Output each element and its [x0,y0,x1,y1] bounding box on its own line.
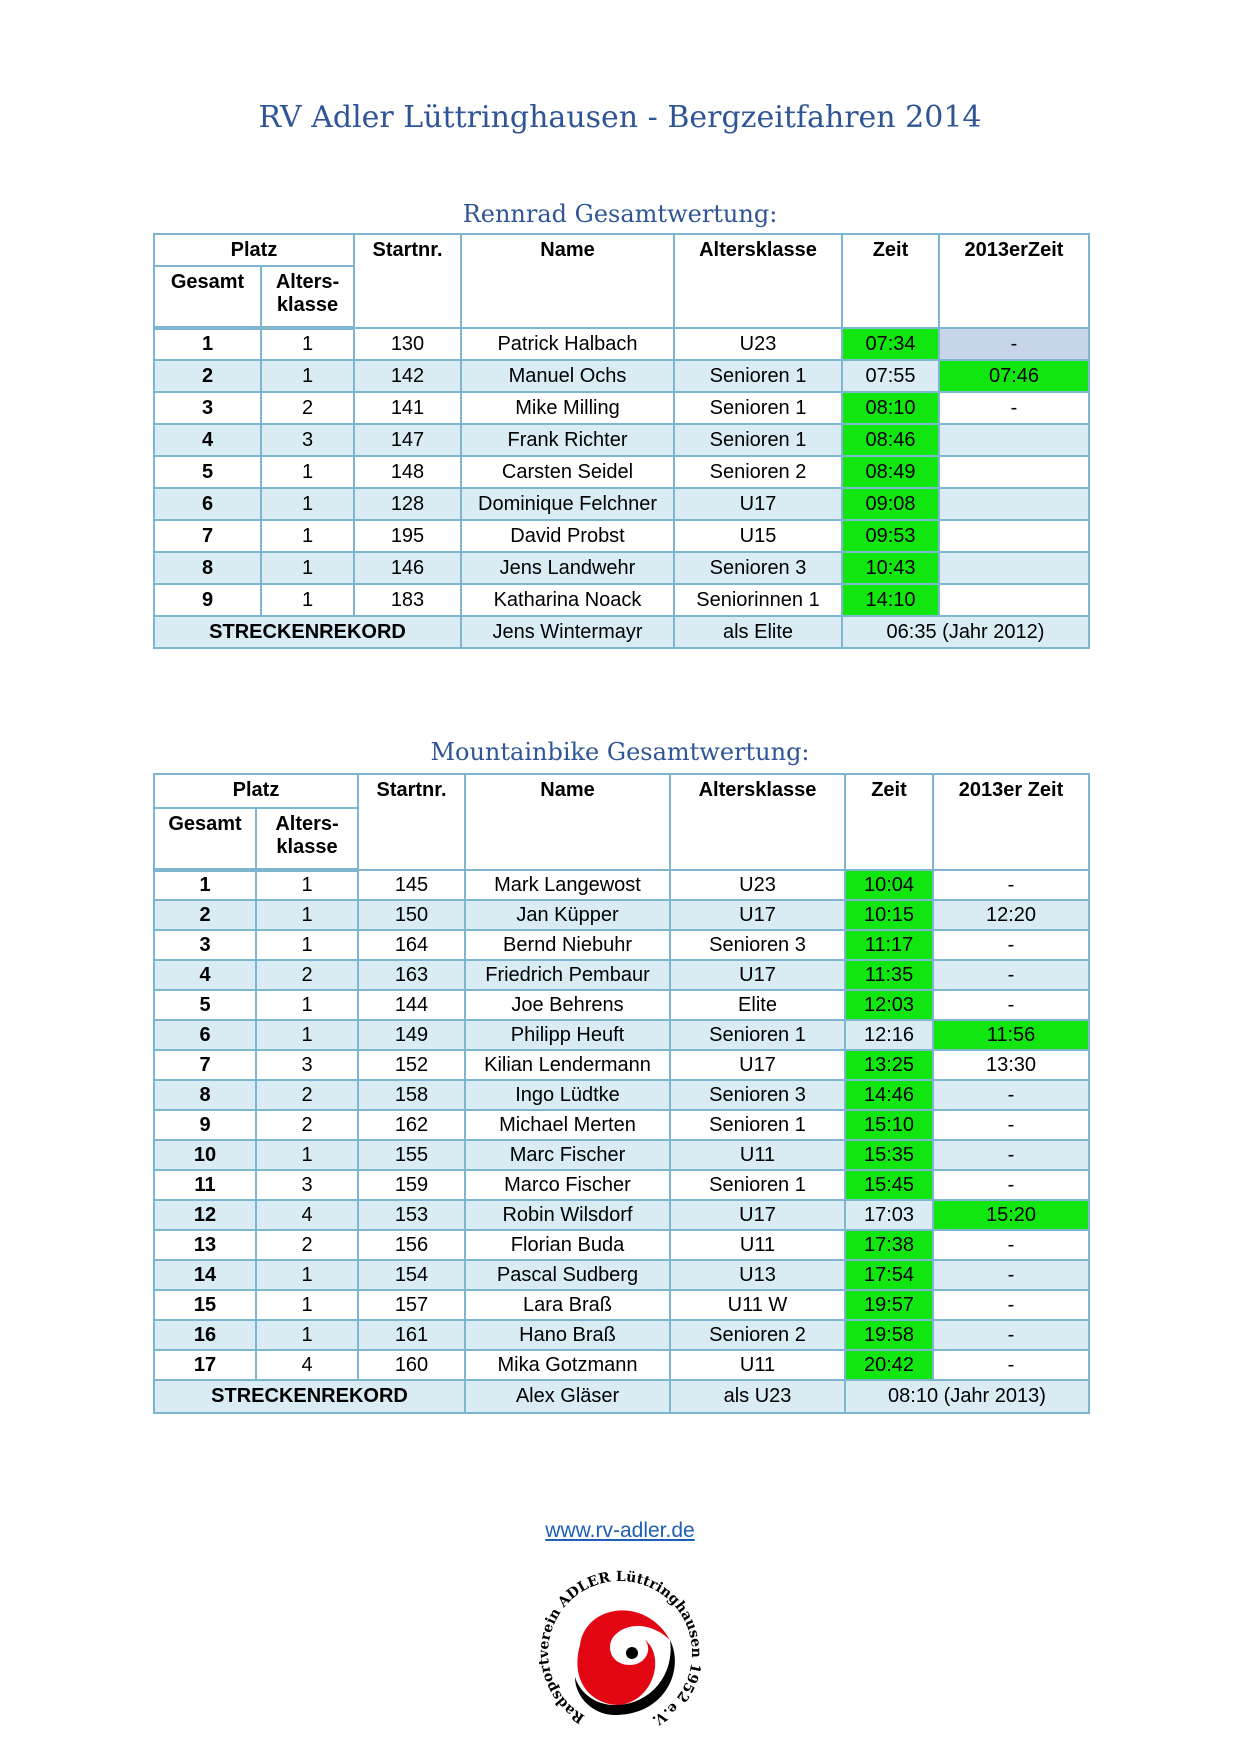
startnr-cell: 157 [358,1290,465,1320]
table-row [154,900,1089,930]
class-rank-cell: 1 [256,930,358,960]
class-rank-cell: 2 [256,1230,358,1260]
prev-zeit-cell: 11:56 [933,1020,1089,1050]
zeit-cell: 12:03 [845,990,933,1020]
zeit-cell: 11:35 [845,960,933,990]
record-klasse: als Elite [674,616,842,648]
rank-cell: 17 [154,1350,256,1380]
name-cell: Lara Braß [465,1290,670,1320]
startnr-cell: 162 [358,1110,465,1140]
header-prev-zeit: 2013erZeit [939,234,1089,328]
zeit-cell: 07:34 [842,328,939,360]
table-row [154,584,1089,616]
altersklasse-cell: U23 [674,328,842,360]
name-cell: Friedrich Pembaur [465,960,670,990]
table-row [154,1110,1089,1140]
table-row [154,328,1089,360]
rennrad-record-row [154,616,1089,648]
name-cell: Marc Fischer [465,1140,670,1170]
zeit-cell: 19:58 [845,1320,933,1350]
class-rank-cell: 4 [256,1350,358,1380]
table-row [154,930,1089,960]
rank-cell: 8 [154,552,261,584]
name-cell: David Probst [461,520,674,552]
prev-zeit-cell: - [933,870,1089,900]
altersklasse-cell: U23 [670,870,845,900]
altersklasse-cell: Senioren 3 [670,1080,845,1110]
prev-zeit-cell: - [933,1140,1089,1170]
zeit-cell: 10:15 [845,900,933,930]
prev-zeit-cell: 07:46 [939,360,1089,392]
zeit-cell: 15:45 [845,1170,933,1200]
prev-zeit-cell: - [939,328,1089,360]
website-link[interactable]: www.rv-adler.de [545,1519,695,1542]
zeit-cell: 14:10 [842,584,939,616]
startnr-cell: 183 [354,584,461,616]
header-platz: Platz [154,774,358,808]
prev-zeit-cell: - [939,392,1089,424]
table-row [154,1050,1089,1080]
rank-cell: 11 [154,1170,256,1200]
startnr-cell: 152 [358,1050,465,1080]
name-cell: Manuel Ochs [461,360,674,392]
table-row [154,1260,1089,1290]
altersklasse-cell: Senioren 2 [674,456,842,488]
rank-cell: 4 [154,424,261,456]
zeit-cell: 07:55 [842,360,939,392]
startnr-cell: 161 [358,1320,465,1350]
header-prev-zeit: 2013er Zeit [933,774,1089,870]
zeit-cell: 13:25 [845,1050,933,1080]
prev-zeit-cell: - [933,1260,1089,1290]
class-rank-cell: 1 [256,1320,358,1350]
table-row [154,1020,1089,1050]
altersklasse-cell: Elite [670,990,845,1020]
startnr-cell: 130 [354,328,461,360]
name-cell: Ingo Lüdtke [465,1080,670,1110]
zeit-cell: 08:46 [842,424,939,456]
header-gesamt: Gesamt [154,808,256,870]
altersklasse-cell: Senioren 1 [670,1110,845,1140]
name-cell: Patrick Halbach [461,328,674,360]
name-cell: Frank Richter [461,424,674,456]
prev-zeit-cell [939,520,1089,552]
zeit-cell: 17:03 [845,1200,933,1230]
record-label: STRECKENREKORD [154,616,461,648]
altersklasse-cell: Senioren 2 [670,1320,845,1350]
prev-zeit-cell: - [933,1290,1089,1320]
name-cell: Michael Merten [465,1110,670,1140]
prev-zeit-cell: - [933,1230,1089,1260]
table-row [154,1140,1089,1170]
class-rank-cell: 1 [261,488,354,520]
name-cell: Kilian Lendermann [465,1050,670,1080]
header-startnr: Startnr. [354,234,461,328]
rank-cell: 2 [154,360,261,392]
name-cell: Mike Milling [461,392,674,424]
altersklasse-cell: U17 [670,1050,845,1080]
prev-zeit-cell: - [933,1320,1089,1350]
altersklasse-cell: U11 [670,1350,845,1380]
prev-zeit-cell: - [933,1170,1089,1200]
class-rank-cell: 1 [261,520,354,552]
class-rank-cell: 1 [256,990,358,1020]
rank-cell: 5 [154,990,256,1020]
rank-cell: 1 [154,328,261,360]
class-rank-cell: 3 [261,424,354,456]
rank-cell: 14 [154,1260,256,1290]
name-cell: Mark Langewost [465,870,670,900]
table-row [154,990,1089,1020]
mtb-subtitle: Mountainbike Gesamtwertung: [430,738,810,766]
zeit-cell: 15:35 [845,1140,933,1170]
startnr-cell: 159 [358,1170,465,1200]
page-title: RV Adler Lüttringhausen - Bergzeitfahren 2014 [258,100,982,135]
table-row [154,1080,1089,1110]
record-name: Alex Gläser [465,1380,670,1413]
zeit-cell: 10:04 [845,870,933,900]
startnr-cell: 141 [354,392,461,424]
zeit-cell: 20:42 [845,1350,933,1380]
class-rank-cell: 2 [256,1110,358,1140]
prev-zeit-cell: - [933,930,1089,960]
class-rank-cell: 3 [256,1170,358,1200]
rank-cell: 7 [154,520,261,552]
prev-zeit-cell: - [933,1350,1089,1380]
website-link-wrap [0,1519,1240,1543]
zeit-cell: 11:17 [845,930,933,960]
header-altersklasse: Altersklasse [670,774,845,870]
class-rank-cell: 3 [256,1050,358,1080]
startnr-cell: 128 [354,488,461,520]
rank-cell: 3 [154,392,261,424]
startnr-cell: 146 [354,552,461,584]
altersklasse-cell: Senioren 3 [674,552,842,584]
name-cell: Bernd Niebuhr [465,930,670,960]
startnr-cell: 158 [358,1080,465,1110]
header-altersklasse-rank: Alters- klasse [256,808,358,870]
class-rank-cell: 1 [261,360,354,392]
club-logo [535,1565,705,1743]
table-row [154,1200,1089,1230]
rank-cell: 6 [154,1020,256,1050]
prev-zeit-cell: - [933,1080,1089,1110]
startnr-cell: 145 [358,870,465,900]
name-cell: Hano Braß [465,1320,670,1350]
table-row [154,552,1089,584]
rank-cell: 16 [154,1320,256,1350]
rank-cell: 8 [154,1080,256,1110]
rank-cell: 13 [154,1230,256,1260]
name-cell: Pascal Sudberg [465,1260,670,1290]
class-rank-cell: 1 [256,1290,358,1320]
name-cell: Marco Fischer [465,1170,670,1200]
class-rank-cell: 1 [261,456,354,488]
header-zeit: Zeit [845,774,933,870]
prev-zeit-cell [939,456,1089,488]
rank-cell: 10 [154,1140,256,1170]
prev-zeit-cell: - [933,990,1089,1020]
zeit-cell: 14:46 [845,1080,933,1110]
name-cell: Philipp Heuft [465,1020,670,1050]
header-startnr: Startnr. [358,774,465,870]
name-cell: Dominique Felchner [461,488,674,520]
startnr-cell: 154 [358,1260,465,1290]
class-rank-cell: 1 [256,1140,358,1170]
altersklasse-cell: U17 [670,1200,845,1230]
header-zeit: Zeit [842,234,939,328]
name-cell: Jan Küpper [465,900,670,930]
class-rank-cell: 1 [261,584,354,616]
rank-cell: 6 [154,488,261,520]
zeit-cell: 19:57 [845,1290,933,1320]
class-rank-cell: 1 [261,552,354,584]
zeit-cell: 17:54 [845,1260,933,1290]
rank-cell: 5 [154,456,261,488]
altersklasse-cell: Senioren 1 [674,424,842,456]
table-row [154,520,1089,552]
rennrad-table [153,233,1090,649]
altersklasse-cell: U15 [674,520,842,552]
altersklasse-cell: U17 [670,900,845,930]
name-cell: Mika Gotzmann [465,1350,670,1380]
prev-zeit-cell [939,584,1089,616]
prev-zeit-cell: 12:20 [933,900,1089,930]
zeit-cell: 08:49 [842,456,939,488]
zeit-cell: 12:16 [845,1020,933,1050]
logo-text: Radsportverein ADLER Lüttringhausen 1952 e.V. [536,1568,705,1729]
startnr-cell: 148 [354,456,461,488]
table-row [154,1170,1089,1200]
class-rank-cell: 1 [256,870,358,900]
startnr-cell: 142 [354,360,461,392]
name-cell: Katharina Noack [461,584,674,616]
prev-zeit-cell [939,552,1089,584]
header-altersklasse: Altersklasse [674,234,842,328]
header-gesamt: Gesamt [154,266,261,328]
startnr-cell: 195 [354,520,461,552]
name-cell: Joe Behrens [465,990,670,1020]
prev-zeit-cell [939,488,1089,520]
class-rank-cell: 1 [256,1260,358,1290]
prev-zeit-cell: - [933,1110,1089,1140]
altersklasse-cell: Senioren 1 [674,360,842,392]
startnr-cell: 149 [358,1020,465,1050]
table-row [154,870,1089,900]
class-rank-cell: 2 [256,960,358,990]
startnr-cell: 153 [358,1200,465,1230]
zeit-cell: 09:53 [842,520,939,552]
table-row [154,1290,1089,1320]
table-row [154,1350,1089,1380]
altersklasse-cell: U17 [670,960,845,990]
table-row [154,960,1089,990]
zeit-cell: 17:38 [845,1230,933,1260]
prev-zeit-cell: 15:20 [933,1200,1089,1230]
prev-zeit-cell [939,424,1089,456]
class-rank-cell: 4 [256,1200,358,1230]
zeit-cell: 08:10 [842,392,939,424]
startnr-cell: 164 [358,930,465,960]
table-row [154,1320,1089,1350]
startnr-cell: 155 [358,1140,465,1170]
rank-cell: 15 [154,1290,256,1320]
record-zeit: 06:35 (Jahr 2012) [842,616,1089,648]
header-platz: Platz [154,234,354,266]
mtb-record-row [154,1380,1089,1413]
zeit-cell: 09:08 [842,488,939,520]
zeit-cell: 15:10 [845,1110,933,1140]
table-row [154,488,1089,520]
rank-cell: 12 [154,1200,256,1230]
class-rank-cell: 1 [256,1020,358,1050]
zeit-cell: 10:43 [842,552,939,584]
rank-cell: 9 [154,584,261,616]
startnr-cell: 160 [358,1350,465,1380]
startnr-cell: 156 [358,1230,465,1260]
rank-cell: 1 [154,870,256,900]
class-rank-cell: 2 [256,1080,358,1110]
table-row [154,392,1089,424]
startnr-cell: 144 [358,990,465,1020]
startnr-cell: 147 [354,424,461,456]
startnr-cell: 163 [358,960,465,990]
name-cell: Jens Landwehr [461,552,674,584]
record-label: STRECKENREKORD [154,1380,465,1413]
altersklasse-cell: Senioren 1 [670,1170,845,1200]
altersklasse-cell: Senioren 3 [670,930,845,960]
startnr-cell: 150 [358,900,465,930]
rank-cell: 4 [154,960,256,990]
altersklasse-cell: U13 [670,1260,845,1290]
prev-zeit-cell: - [933,960,1089,990]
rank-cell: 9 [154,1110,256,1140]
altersklasse-cell: Seniorinnen 1 [674,584,842,616]
altersklasse-cell: U17 [674,488,842,520]
record-name: Jens Wintermayr [461,616,674,648]
class-rank-cell: 2 [261,392,354,424]
rank-cell: 7 [154,1050,256,1080]
altersklasse-cell: Senioren 1 [670,1020,845,1050]
prev-zeit-cell: 13:30 [933,1050,1089,1080]
name-cell: Florian Buda [465,1230,670,1260]
table-row [154,1230,1089,1260]
rank-cell: 2 [154,900,256,930]
altersklasse-cell: Senioren 1 [674,392,842,424]
class-rank-cell: 1 [261,328,354,360]
name-cell: Carsten Seidel [461,456,674,488]
table-row [154,360,1089,392]
header-name: Name [461,234,674,328]
name-cell: Robin Wilsdorf [465,1200,670,1230]
mtb-table [153,773,1090,1414]
table-row [154,456,1089,488]
class-rank-cell: 1 [256,900,358,930]
rank-cell: 3 [154,930,256,960]
record-klasse: als U23 [670,1380,845,1413]
header-altersklasse-rank: Alters- klasse [261,266,354,328]
altersklasse-cell: U11 [670,1230,845,1260]
altersklasse-cell: U11 [670,1140,845,1170]
record-zeit: 08:10 (Jahr 2013) [845,1380,1089,1413]
altersklasse-cell: U11 W [670,1290,845,1320]
table-row [154,424,1089,456]
rennrad-subtitle: Rennrad Gesamtwertung: [462,200,778,228]
header-name: Name [465,774,670,870]
